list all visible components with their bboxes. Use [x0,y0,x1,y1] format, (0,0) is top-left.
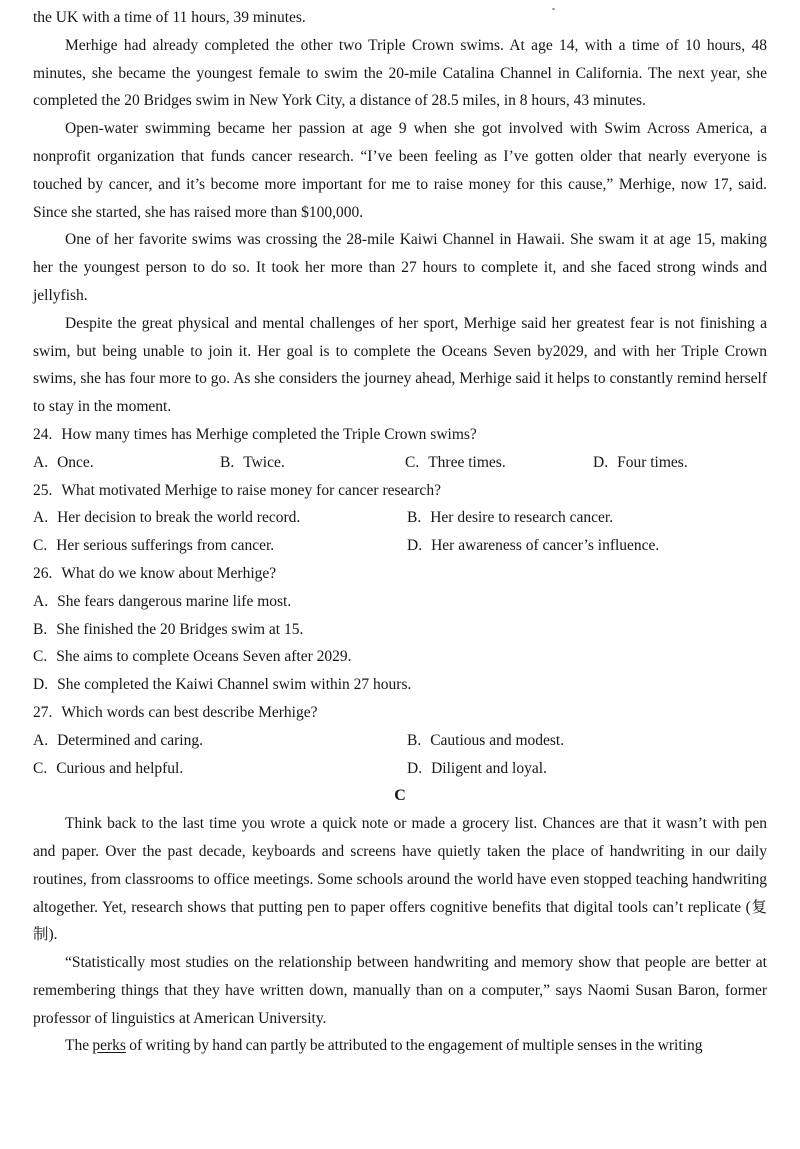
question-text: What do we know about Merhige? [61,564,277,582]
options-row [33,449,767,477]
option-d [407,755,767,783]
underlined-word: perks [92,1037,126,1055]
option-letter: C. [405,453,420,471]
option-text: Determined and caring. [57,731,203,749]
question-text: What motivated Merhige to raise money for cancer research? [61,481,441,499]
option-text: Diligent and loyal. [431,759,547,777]
option-text: Curious and helpful. [56,759,184,777]
option-d [33,671,767,699]
option-text: She fears dangerous marine life most. [57,592,292,610]
question-24 [33,421,767,477]
passage-paragraph: Merhige had already completed the other two Triple Crown swims. At age 14, with a time of 10 hours, 48 minutes, she became the youngest female to swim the 20-mile Catalina Channel in California. The next year, she completed the 20 Bridges swim in New York City, a distance of 28.5 miles, in 8 hours, 43 minutes. [33,36,767,110]
option-text: She aims to complete Oceans Seven after 2029. [56,648,352,666]
option-text: Twice. [243,453,285,471]
question-number: 27. [33,703,53,721]
passage-paragraph: Think back to the last time you wrote a quick note or made a grocery list. Chances are that it wasn’t with pen and paper. Over the past decade, keyboards and screens have quietly taken the place of handwriting in our daily routines, from classrooms to office meetings. Some schools around the world have even stopped teaching handwriting altogether. Yet, research shows that putting pen to paper offers cognitive benefits that digital tools can’t replicate (复制). [33,815,767,944]
option-d [593,449,767,477]
question-27 [33,699,767,782]
options-row [33,727,767,783]
option-letter: D. [407,537,423,555]
paragraph-text: of writing by hand can partly be attributed to the engagement of multiple senses in the writing [125,1037,703,1055]
question-stem [33,699,767,727]
option-b [407,504,767,532]
option-letter: B. [407,731,422,749]
option-c [33,532,407,560]
option-a [33,504,407,532]
option-text: She finished the 20 Bridges swim at 15. [56,620,304,638]
passage-paragraph: Despite the great physical and mental challenges of her sport, Merhige said her greatest fear is not finishing a swim, but being unable to join it. Her goal is to complete the Oceans Seven by2029, and with her Triple Crown swims, she has four more to go. As she considers the journey ahead, Merhige said it helps to constantly remind herself to stay in the moment. [33,314,767,416]
question-25 [33,477,767,560]
option-c [33,643,767,671]
question-text: Which words can best describe Merhige? [61,703,318,721]
paragraph-text: The [65,1037,93,1055]
option-letter: B. [33,620,48,638]
option-letter: D. [593,453,609,471]
option-letter: C. [33,759,48,777]
option-text: Once. [57,453,94,471]
option-a [33,449,220,477]
option-letter: D. [407,759,423,777]
question-number: 24. [33,425,53,443]
option-text: Her serious sufferings from cancer. [56,537,275,555]
option-text: Three times. [428,453,506,471]
question-26 [33,560,767,699]
section-header: C [394,787,406,805]
option-letter: A. [33,509,49,527]
option-text: She completed the Kaiwi Channel swim within 27 hours. [57,676,412,694]
question-text: How many times has Merhige completed the Triple Crown swims? [61,425,477,443]
passage-paragraph: the UK with a time of 11 hours, 39 minutes. [33,9,306,26]
question-stem [33,421,767,449]
option-letter: A. [33,592,49,610]
option-a [33,727,407,755]
option-letter: A. [33,731,49,749]
option-c [405,449,593,477]
options-row [33,504,767,560]
option-b [220,449,405,477]
option-text: Her decision to break the world record. [57,509,301,527]
option-letter: A. [33,453,49,471]
question-stem [33,560,767,588]
option-text: Four times. [617,453,688,471]
option-b [407,727,767,755]
question-stem [33,477,767,505]
option-text: Her awareness of cancer’s influence. [431,537,660,555]
passage-paragraph: Open-water swimming became her passion at age 9 when she got involved with Swim Across America, a nonprofit organization that funds cancer research. “I’ve been feeling as I’ve gotten older that nearly everyone is touched by cancer, and it’s become more important for me to raise money for this cause,” Merhige, now 17, said. Since she started, she has raised more than $100,000. [33,120,767,221]
option-a [33,588,767,616]
option-c [33,755,407,783]
passage-paragraph: “Statistically most studies on the relationship between handwriting and memory show that people are better at remembering things that they have written down, manually than on a computer,” says Naomi Susan Baron, former professor of linguistics at American University. [33,954,767,1027]
option-text: Cautious and modest. [430,731,565,749]
option-letter: D. [33,676,49,694]
option-letter: C. [33,537,48,555]
question-number: 26. [33,564,53,582]
option-letter: B. [407,509,422,527]
option-letter: B. [220,453,235,471]
option-d [407,532,767,560]
option-text: Her desire to research cancer. [430,509,614,527]
scan-artifact-dot [552,8,555,10]
option-letter: C. [33,648,48,666]
passage-paragraph: One of her favorite swims was crossing the 28-mile Kaiwi Channel in Hawaii. She swam it at age 15, making her the youngest person to do so. It took her more than 27 hours to complete it, and she faced strong winds and jellyfish. [33,231,767,304]
passage-paragraph [33,1032,767,1060]
option-b [33,616,767,644]
question-number: 25. [33,481,53,499]
